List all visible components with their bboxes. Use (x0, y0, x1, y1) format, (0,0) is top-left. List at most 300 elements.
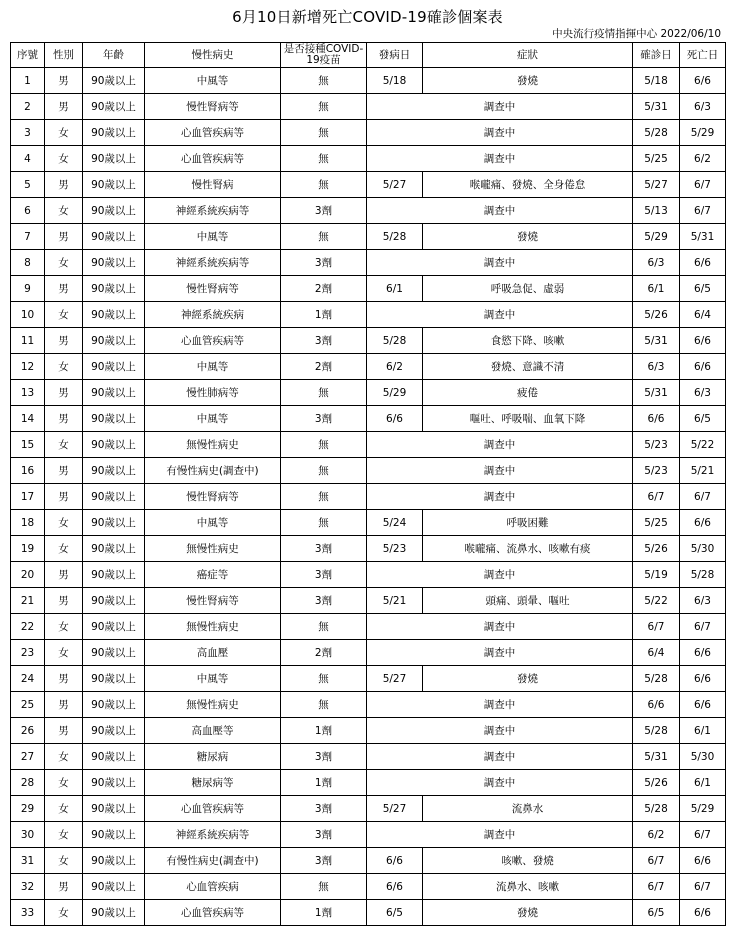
cell-age: 90歲以上 (83, 718, 145, 744)
cell-sex: 男 (45, 458, 83, 484)
cell-chronic: 有慢性病史(調查中) (145, 848, 281, 874)
cell-onset: 6/6 (367, 406, 423, 432)
cell-seq: 25 (11, 692, 45, 718)
cell-age: 90歲以上 (83, 302, 145, 328)
cell-sex: 女 (45, 250, 83, 276)
table-row (11, 224, 726, 250)
cell-death: 6/6 (680, 900, 726, 926)
cell-sex: 男 (45, 328, 83, 354)
cell-vaccine: 3劑 (281, 588, 367, 614)
cell-confirmed: 6/6 (633, 692, 680, 718)
cell-confirmed: 5/29 (633, 224, 680, 250)
table-row (11, 666, 726, 692)
cell-chronic: 中風等 (145, 354, 281, 380)
cell-seq: 10 (11, 302, 45, 328)
cell-age: 90歲以上 (83, 588, 145, 614)
cell-vaccine: 無 (281, 614, 367, 640)
cell-chronic: 心血管疾病等 (145, 328, 281, 354)
table-row (11, 172, 726, 198)
cell-age: 90歲以上 (83, 94, 145, 120)
header-chronic: 慢性病史 (145, 43, 281, 68)
cell-confirmed: 5/26 (633, 536, 680, 562)
cell-sex: 男 (45, 94, 83, 120)
table-row (11, 328, 726, 354)
table-row (11, 900, 726, 926)
cell-chronic: 慢性腎病等 (145, 94, 281, 120)
table-row (11, 276, 726, 302)
cell-symptoms: 頭痛、頭暈、嘔吐 (423, 588, 633, 614)
table-row (11, 848, 726, 874)
cell-vaccine: 2劑 (281, 276, 367, 302)
cell-vaccine: 無 (281, 458, 367, 484)
cell-seq: 6 (11, 198, 45, 224)
cell-age: 90歲以上 (83, 614, 145, 640)
cell-onset: 6/1 (367, 276, 423, 302)
cell-symptoms: 發燒、意識不清 (423, 354, 633, 380)
cell-death: 6/6 (680, 640, 726, 666)
cell-seq: 18 (11, 510, 45, 536)
header-seq: 序號 (11, 43, 45, 68)
cell-confirmed: 5/13 (633, 198, 680, 224)
cell-death: 6/7 (680, 198, 726, 224)
table-row (11, 822, 726, 848)
cell-confirmed: 5/28 (633, 666, 680, 692)
cell-seq: 11 (11, 328, 45, 354)
cell-seq: 16 (11, 458, 45, 484)
cell-sex: 男 (45, 406, 83, 432)
cell-seq: 4 (11, 146, 45, 172)
cell-vaccine: 1劑 (281, 718, 367, 744)
cell-sex: 男 (45, 68, 83, 94)
cell-chronic: 心血管疾病等 (145, 146, 281, 172)
cell-age: 90歲以上 (83, 146, 145, 172)
cell-chronic: 神經系統疾病 (145, 302, 281, 328)
cell-vaccine: 3劑 (281, 198, 367, 224)
cell-age: 90歲以上 (83, 250, 145, 276)
cases-table (10, 42, 726, 926)
cell-symptoms: 發燒 (423, 68, 633, 94)
cell-confirmed: 6/7 (633, 874, 680, 900)
cell-symptoms: 調查中 (367, 614, 633, 640)
cell-confirmed: 5/25 (633, 510, 680, 536)
header-row (11, 43, 726, 68)
cell-death: 6/7 (680, 484, 726, 510)
cell-confirmed: 6/5 (633, 900, 680, 926)
cell-chronic: 無慢性病史 (145, 614, 281, 640)
cell-age: 90歲以上 (83, 822, 145, 848)
table-row (11, 458, 726, 484)
cell-confirmed: 5/31 (633, 328, 680, 354)
cell-confirmed: 5/25 (633, 146, 680, 172)
cell-chronic: 中風等 (145, 666, 281, 692)
cell-symptoms: 調查中 (367, 146, 633, 172)
cell-confirmed: 5/27 (633, 172, 680, 198)
cell-sex: 女 (45, 146, 83, 172)
cell-chronic: 心血管疾病等 (145, 900, 281, 926)
cell-vaccine: 無 (281, 380, 367, 406)
cell-confirmed: 6/6 (633, 406, 680, 432)
cell-chronic: 慢性肺病等 (145, 380, 281, 406)
table-row (11, 432, 726, 458)
cell-sex: 女 (45, 640, 83, 666)
cell-onset: 5/29 (367, 380, 423, 406)
cell-chronic: 慢性腎病 (145, 172, 281, 198)
cell-age: 90歲以上 (83, 224, 145, 250)
cell-sex: 男 (45, 718, 83, 744)
cell-age: 90歲以上 (83, 406, 145, 432)
cell-sex: 男 (45, 172, 83, 198)
cell-seq: 29 (11, 796, 45, 822)
cell-death: 6/5 (680, 406, 726, 432)
cell-symptoms: 流鼻水、咳嗽 (423, 874, 633, 900)
cell-vaccine: 3劑 (281, 822, 367, 848)
cell-symptoms: 調查中 (367, 640, 633, 666)
cell-sex: 男 (45, 224, 83, 250)
cell-confirmed: 5/31 (633, 94, 680, 120)
cell-sex: 女 (45, 120, 83, 146)
cell-symptoms: 調查中 (367, 250, 633, 276)
cell-chronic: 神經系統疾病等 (145, 198, 281, 224)
cell-symptoms: 調查中 (367, 562, 633, 588)
table-row (11, 770, 726, 796)
cell-sex: 男 (45, 692, 83, 718)
cell-symptoms: 發燒 (423, 666, 633, 692)
table-row (11, 588, 726, 614)
cell-sex: 女 (45, 432, 83, 458)
header-death: 死亡日 (680, 43, 726, 68)
cell-confirmed: 5/31 (633, 744, 680, 770)
cell-confirmed: 5/28 (633, 120, 680, 146)
table-row (11, 198, 726, 224)
cell-seq: 15 (11, 432, 45, 458)
cell-age: 90歲以上 (83, 432, 145, 458)
cell-confirmed: 6/3 (633, 250, 680, 276)
cell-onset: 5/18 (367, 68, 423, 94)
source-line: 中央流行疫情指揮中心 2022/06/10 (552, 28, 721, 40)
cell-death: 6/3 (680, 380, 726, 406)
cell-confirmed: 5/28 (633, 796, 680, 822)
cell-onset: 5/23 (367, 536, 423, 562)
cell-seq: 24 (11, 666, 45, 692)
cell-chronic: 神經系統疾病等 (145, 250, 281, 276)
cell-sex: 男 (45, 588, 83, 614)
header-symptoms: 症狀 (423, 43, 633, 68)
cell-death: 6/1 (680, 718, 726, 744)
cell-death: 5/30 (680, 536, 726, 562)
cell-age: 90歲以上 (83, 562, 145, 588)
cell-chronic: 心血管疾病 (145, 874, 281, 900)
cell-vaccine: 無 (281, 432, 367, 458)
cell-sex: 女 (45, 770, 83, 796)
header-sex: 性別 (45, 43, 83, 68)
cell-sex: 女 (45, 848, 83, 874)
cell-vaccine: 無 (281, 510, 367, 536)
cell-chronic: 慢性腎病等 (145, 484, 281, 510)
cell-seq: 33 (11, 900, 45, 926)
table-row (11, 302, 726, 328)
cell-seq: 19 (11, 536, 45, 562)
cell-symptoms: 發燒 (423, 224, 633, 250)
table-row (11, 484, 726, 510)
cell-chronic: 有慢性病史(調查中) (145, 458, 281, 484)
cell-vaccine: 3劑 (281, 536, 367, 562)
cell-death: 5/22 (680, 432, 726, 458)
cell-seq: 7 (11, 224, 45, 250)
cell-symptoms: 調查中 (367, 484, 633, 510)
cell-death: 5/30 (680, 744, 726, 770)
cell-age: 90歲以上 (83, 744, 145, 770)
cell-symptoms: 調查中 (367, 822, 633, 848)
cell-age: 90歲以上 (83, 328, 145, 354)
cell-sex: 男 (45, 562, 83, 588)
cell-death: 6/7 (680, 874, 726, 900)
header-onset: 發病日 (367, 43, 423, 68)
cell-onset: 6/2 (367, 354, 423, 380)
cell-symptoms: 調查中 (367, 718, 633, 744)
cell-chronic: 中風等 (145, 68, 281, 94)
cell-seq: 32 (11, 874, 45, 900)
cell-symptoms: 調查中 (367, 302, 633, 328)
cell-death: 6/6 (680, 68, 726, 94)
cell-sex: 男 (45, 276, 83, 302)
header-age: 年齡 (83, 43, 145, 68)
cell-sex: 女 (45, 198, 83, 224)
cell-confirmed: 5/26 (633, 770, 680, 796)
cell-confirmed: 5/28 (633, 718, 680, 744)
table-row (11, 94, 726, 120)
cell-vaccine: 無 (281, 172, 367, 198)
table-row (11, 354, 726, 380)
cell-chronic: 無慢性病史 (145, 432, 281, 458)
cell-seq: 5 (11, 172, 45, 198)
cell-seq: 14 (11, 406, 45, 432)
cell-chronic: 高血壓 (145, 640, 281, 666)
cell-age: 90歲以上 (83, 796, 145, 822)
cell-symptoms: 調查中 (367, 458, 633, 484)
cell-seq: 28 (11, 770, 45, 796)
cell-chronic: 高血壓等 (145, 718, 281, 744)
table-row (11, 250, 726, 276)
cell-onset: 6/6 (367, 874, 423, 900)
header-vaccine: 是否接種COVID-19疫苗 (281, 43, 367, 68)
cell-vaccine: 3劑 (281, 250, 367, 276)
cell-death: 6/6 (680, 354, 726, 380)
cell-sex: 女 (45, 796, 83, 822)
cell-confirmed: 5/18 (633, 68, 680, 94)
cell-onset: 5/27 (367, 796, 423, 822)
cell-chronic: 心血管疾病等 (145, 796, 281, 822)
cell-confirmed: 6/7 (633, 614, 680, 640)
cell-sex: 女 (45, 536, 83, 562)
table-row (11, 796, 726, 822)
cell-seq: 12 (11, 354, 45, 380)
cell-age: 90歲以上 (83, 276, 145, 302)
cell-onset: 5/28 (367, 328, 423, 354)
cell-chronic: 中風等 (145, 224, 281, 250)
cell-vaccine: 1劑 (281, 302, 367, 328)
cell-symptoms: 疲倦 (423, 380, 633, 406)
cell-death: 5/21 (680, 458, 726, 484)
page-title: 6月10日新增死亡COVID-19確診個案表 (232, 8, 503, 26)
cell-age: 90歲以上 (83, 666, 145, 692)
cell-vaccine: 1劑 (281, 770, 367, 796)
cell-chronic: 心血管疾病等 (145, 120, 281, 146)
cell-sex: 女 (45, 302, 83, 328)
cell-onset: 5/27 (367, 172, 423, 198)
cell-age: 90歲以上 (83, 640, 145, 666)
cell-seq: 23 (11, 640, 45, 666)
cell-symptoms: 咳嗽、發燒 (423, 848, 633, 874)
cell-confirmed: 6/3 (633, 354, 680, 380)
cell-death: 6/6 (680, 848, 726, 874)
table-row (11, 562, 726, 588)
cell-vaccine: 無 (281, 484, 367, 510)
cell-vaccine: 2劑 (281, 354, 367, 380)
cell-sex: 男 (45, 484, 83, 510)
cell-vaccine: 無 (281, 68, 367, 94)
cell-chronic: 糖尿病 (145, 744, 281, 770)
table-row (11, 744, 726, 770)
table-row (11, 692, 726, 718)
cell-death: 6/2 (680, 146, 726, 172)
cell-age: 90歲以上 (83, 354, 145, 380)
cell-symptoms: 發燒 (423, 900, 633, 926)
cell-seq: 22 (11, 614, 45, 640)
cell-confirmed: 6/1 (633, 276, 680, 302)
cell-confirmed: 5/31 (633, 380, 680, 406)
cell-seq: 3 (11, 120, 45, 146)
cell-age: 90歲以上 (83, 484, 145, 510)
cell-symptoms: 喉嚨痛、發燒、全身倦怠 (423, 172, 633, 198)
cell-death: 6/6 (680, 328, 726, 354)
cell-age: 90歲以上 (83, 874, 145, 900)
cell-symptoms: 調查中 (367, 198, 633, 224)
cell-chronic: 慢性腎病等 (145, 588, 281, 614)
cell-confirmed: 5/22 (633, 588, 680, 614)
cell-onset: 6/6 (367, 848, 423, 874)
cell-onset: 6/5 (367, 900, 423, 926)
cell-symptoms: 喉嚨痛、流鼻水、咳嗽有痰 (423, 536, 633, 562)
cell-sex: 女 (45, 354, 83, 380)
cell-seq: 2 (11, 94, 45, 120)
cell-chronic: 無慢性病史 (145, 536, 281, 562)
cell-seq: 20 (11, 562, 45, 588)
cell-sex: 女 (45, 900, 83, 926)
cell-death: 6/6 (680, 692, 726, 718)
cell-confirmed: 6/7 (633, 848, 680, 874)
cell-symptoms: 調查中 (367, 770, 633, 796)
cell-death: 6/6 (680, 510, 726, 536)
cell-confirmed: 5/23 (633, 432, 680, 458)
cell-confirmed: 5/19 (633, 562, 680, 588)
cell-symptoms: 嘔吐、呼吸喘、血氧下降 (423, 406, 633, 432)
cell-age: 90歲以上 (83, 510, 145, 536)
cell-confirmed: 5/23 (633, 458, 680, 484)
cell-symptoms: 呼吸急促、虛弱 (423, 276, 633, 302)
cell-vaccine: 3劑 (281, 406, 367, 432)
table-row (11, 146, 726, 172)
header-confirmed: 確診日 (633, 43, 680, 68)
cell-onset: 5/21 (367, 588, 423, 614)
cell-death: 6/6 (680, 250, 726, 276)
cell-vaccine: 無 (281, 666, 367, 692)
cell-symptoms: 呼吸困難 (423, 510, 633, 536)
cell-sex: 女 (45, 744, 83, 770)
cell-vaccine: 3劑 (281, 328, 367, 354)
cell-sex: 男 (45, 666, 83, 692)
cell-death: 5/28 (680, 562, 726, 588)
cell-sex: 女 (45, 614, 83, 640)
cell-vaccine: 無 (281, 874, 367, 900)
cell-death: 5/29 (680, 120, 726, 146)
cell-chronic: 癌症等 (145, 562, 281, 588)
cell-symptoms: 流鼻水 (423, 796, 633, 822)
cell-seq: 31 (11, 848, 45, 874)
cell-death: 6/4 (680, 302, 726, 328)
table-row (11, 614, 726, 640)
table-row (11, 120, 726, 146)
table-row (11, 874, 726, 900)
cell-death: 5/29 (680, 796, 726, 822)
cell-seq: 27 (11, 744, 45, 770)
cell-seq: 17 (11, 484, 45, 510)
cell-death: 6/6 (680, 666, 726, 692)
cell-death: 6/3 (680, 94, 726, 120)
cell-death: 6/7 (680, 172, 726, 198)
cell-vaccine: 2劑 (281, 640, 367, 666)
cell-vaccine: 3劑 (281, 848, 367, 874)
cell-sex: 女 (45, 822, 83, 848)
table-row (11, 510, 726, 536)
cell-chronic: 慢性腎病等 (145, 276, 281, 302)
cell-vaccine: 無 (281, 224, 367, 250)
cell-death: 6/7 (680, 614, 726, 640)
cell-age: 90歲以上 (83, 848, 145, 874)
cell-confirmed: 6/7 (633, 484, 680, 510)
cell-age: 90歲以上 (83, 692, 145, 718)
cell-sex: 男 (45, 380, 83, 406)
table-row (11, 718, 726, 744)
cell-onset: 5/27 (367, 666, 423, 692)
cell-vaccine: 1劑 (281, 900, 367, 926)
cell-symptoms: 調查中 (367, 432, 633, 458)
cell-seq: 26 (11, 718, 45, 744)
cell-symptoms: 調查中 (367, 94, 633, 120)
cell-symptoms: 調查中 (367, 744, 633, 770)
cell-seq: 8 (11, 250, 45, 276)
cell-age: 90歲以上 (83, 120, 145, 146)
cell-onset: 5/24 (367, 510, 423, 536)
cell-chronic: 神經系統疾病等 (145, 822, 281, 848)
cell-age: 90歲以上 (83, 900, 145, 926)
cell-chronic: 中風等 (145, 406, 281, 432)
cell-death: 5/31 (680, 224, 726, 250)
cell-confirmed: 5/26 (633, 302, 680, 328)
cell-age: 90歲以上 (83, 68, 145, 94)
cell-vaccine: 無 (281, 692, 367, 718)
cell-chronic: 無慢性病史 (145, 692, 281, 718)
cell-death: 6/7 (680, 822, 726, 848)
table-row (11, 640, 726, 666)
cell-chronic: 中風等 (145, 510, 281, 536)
cell-age: 90歲以上 (83, 172, 145, 198)
cell-age: 90歲以上 (83, 380, 145, 406)
cell-vaccine: 3劑 (281, 796, 367, 822)
cell-vaccine: 3劑 (281, 744, 367, 770)
table-row (11, 406, 726, 432)
cell-vaccine: 無 (281, 120, 367, 146)
cell-chronic: 糖尿病等 (145, 770, 281, 796)
